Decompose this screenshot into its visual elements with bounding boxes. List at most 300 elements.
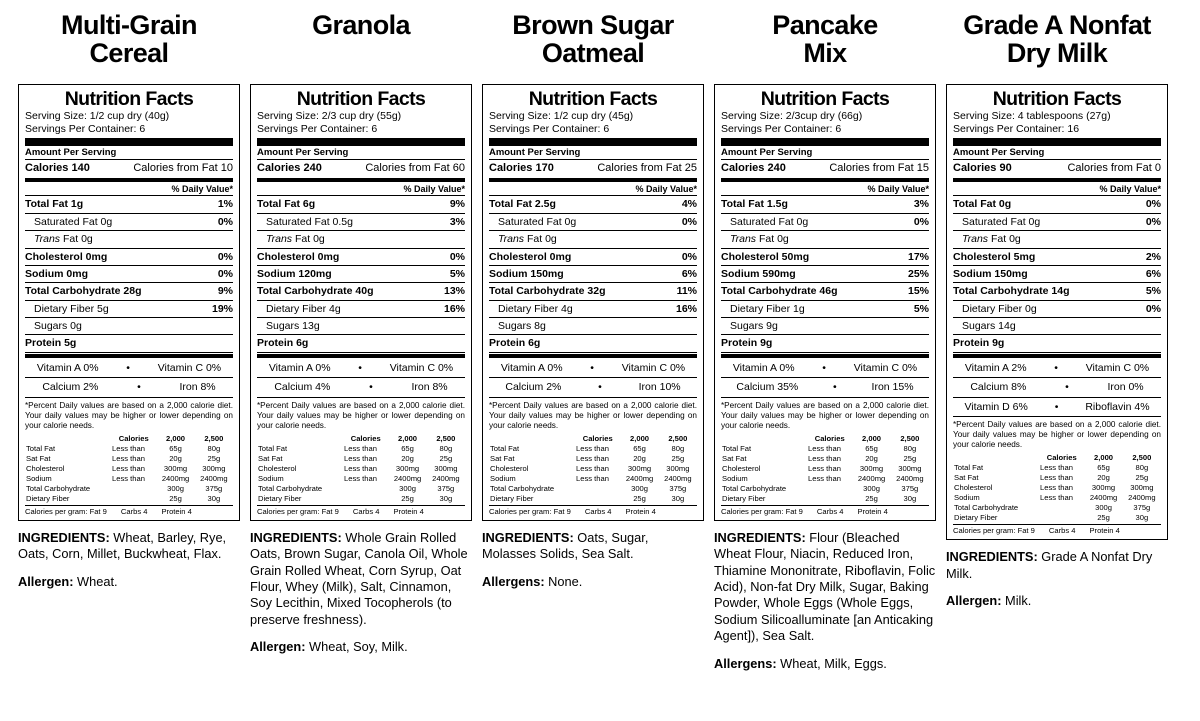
dv-table-cell: 25g — [401, 493, 414, 503]
dv-table-cell: Sat Fat — [258, 453, 283, 463]
daily-values-table — [953, 454, 1161, 524]
vitamin-entry: Iron 10% — [638, 381, 681, 394]
dv-table-row — [721, 484, 929, 494]
dv-table-header: Calories — [118, 433, 149, 443]
dv-table-cell: Cholesterol — [490, 463, 529, 473]
nutrient-name: Trans Fat 0g — [266, 233, 325, 246]
dv-table-cell: Dietary Fiber — [490, 493, 534, 503]
dv-table-cell: Total Fat — [26, 443, 56, 453]
vitamin-entry: Calcium 2% — [42, 381, 99, 394]
product-panel — [250, 8, 472, 656]
dv-table-header: Calories — [814, 433, 845, 443]
allergen-value: None. — [548, 573, 583, 589]
nutrient-name: Total Carbohydrate 46g — [721, 285, 838, 298]
dv-table-cell: 2400mg — [664, 473, 692, 483]
product-title — [714, 12, 936, 74]
vitamin-entry: Vitamin A 0% — [36, 361, 99, 374]
medium-divider — [25, 354, 233, 358]
vitamin-entry: Iron 8% — [179, 381, 216, 394]
dv-table-cell: 2400mg — [896, 473, 924, 483]
dv-table-row — [25, 444, 233, 454]
dv-table-cell: 300mg — [898, 463, 922, 473]
dv-table-cell: 65g — [169, 443, 182, 453]
nutrient-row — [489, 335, 697, 351]
calories-value: Calories 90 — [953, 161, 1012, 174]
bullet-separator: • — [598, 381, 602, 394]
nutrient-percent: 16% — [675, 302, 697, 315]
dv-table-cell: Less than — [808, 463, 841, 473]
dv-table-header: 2,000 — [398, 433, 418, 443]
bullet-separator: • — [358, 361, 362, 374]
nutrient-percent: 0% — [217, 250, 233, 263]
thick-divider — [25, 138, 233, 146]
dv-table-cell: 300mg — [1091, 483, 1116, 493]
allergen-label: Allergens: — [482, 573, 545, 589]
dv-table-cell: 20g — [633, 453, 646, 463]
daily-value-header: % Daily Value* — [867, 183, 929, 194]
daily-value-header: % Daily Value* — [635, 183, 697, 194]
dv-table-cell: 80g — [903, 443, 917, 453]
calories-row — [953, 160, 1161, 177]
nutrient-row — [25, 335, 233, 351]
allergen-value: Wheat, Soy, Milk. — [309, 639, 408, 655]
dv-table-cell: 30g — [207, 493, 221, 503]
nutrient-name: Sugars 13g — [266, 320, 320, 333]
dv-table-cell — [575, 494, 620, 504]
medium-divider — [953, 178, 1161, 182]
nutrient-row — [489, 301, 697, 317]
amount-per-serving-label: Amount Per Serving — [953, 146, 1045, 158]
dv-table-cell: 25g — [671, 453, 685, 463]
nutrient-percent: 0% — [681, 215, 697, 228]
nutrient-name: Sodium 120mg — [257, 267, 332, 280]
nutrient-row — [721, 214, 929, 230]
dv-table-cell: 65g — [865, 443, 878, 453]
dv-table-cell: 25g — [169, 493, 182, 503]
dv-table-cell: 300mg — [1130, 483, 1154, 493]
calories-from-fat-value: Calories from Fat 0 — [1067, 161, 1161, 174]
nutrient-italic: Trans — [730, 233, 757, 246]
dv-table-cell: Total Fat — [722, 443, 752, 453]
dv-table-header — [489, 434, 575, 444]
dv-table-row — [953, 484, 1161, 494]
calories-per-gram-item: Protein 4 — [625, 506, 656, 516]
dv-table-cell: Total Carbohydrate — [490, 483, 555, 493]
nutrient-percent: 2% — [1145, 250, 1161, 263]
dv-table-cell — [807, 494, 852, 504]
product-title — [250, 12, 472, 74]
medium-divider — [721, 178, 929, 182]
nutrient-row — [721, 283, 929, 299]
nutrient-row — [257, 335, 465, 351]
vitamin-row — [489, 359, 697, 377]
vitamin-entry: Vitamin D 6% — [964, 400, 1028, 413]
vitamin-entry: Vitamin C 0% — [157, 361, 222, 374]
nutrient-row — [25, 214, 233, 230]
dv-table-cell: 25g — [207, 453, 221, 463]
dv-table-cell — [111, 484, 156, 494]
dv-table-cell: Sodium — [26, 473, 52, 483]
dv-table-cell: 300g — [399, 483, 416, 493]
ingredients-value: Flour (Bleached Wheat Flour, Niacin, Reduced Iron, Thiamine Mononitrate, Riboflavin, Folic Acid), Non-fat Dry Milk, Sugar, Baking Powder, Whole Eggs (Whole Eggs, Sodium Silicoalluminate [an Anticaking Agent]), Sea Salt. — [714, 529, 936, 644]
nutrient-row — [25, 301, 233, 317]
product-title — [18, 12, 240, 74]
nutrient-name: Cholesterol 5mg — [953, 250, 1036, 263]
nutrient-percent: 9% — [449, 198, 465, 211]
nutrient-percent: 3% — [913, 198, 929, 211]
nutrient-name: Protein 9g — [721, 337, 773, 350]
calories-per-gram-item: Protein 4 — [857, 506, 888, 516]
hair-divider — [257, 352, 465, 353]
medium-divider — [489, 354, 697, 358]
nutrient-name: Protein 6g — [489, 337, 541, 350]
dv-table-cell: Total Carbohydrate — [954, 502, 1019, 512]
nutrient-name: Sodium 150mg — [489, 267, 564, 280]
dv-table-header: 2,500 — [668, 433, 688, 443]
nutrient-percent: 17% — [907, 250, 929, 263]
dv-table-cell: 65g — [633, 443, 646, 453]
medium-divider — [721, 354, 929, 358]
hair-divider — [953, 352, 1161, 353]
dv-table-row — [489, 484, 697, 494]
dv-table-row — [953, 464, 1161, 474]
nutrition-facts-heading: Nutrition Facts — [760, 88, 890, 110]
dv-table-cell: Dietary Fiber — [722, 493, 766, 503]
dv-table-cell — [807, 484, 852, 494]
nutrient-name: Dietary Fiber 1g — [730, 302, 805, 315]
product-title-line: Granola — [312, 10, 410, 40]
nutrient-name: Trans Fat 0g — [498, 233, 557, 246]
nutrient-name: Cholesterol 0mg — [489, 250, 572, 263]
dv-table-cell: 2400mg — [857, 473, 886, 483]
nutrient-row — [257, 283, 465, 299]
dv-table-cell: Less than — [112, 453, 145, 463]
vitamin-row — [721, 359, 929, 377]
nutrition-facts-panel — [946, 84, 1168, 540]
nutrient-percent: 4% — [681, 198, 697, 211]
nutrient-name: Sugars 0g — [34, 320, 82, 333]
servings-per-container: Servings Per Container: 6 — [257, 123, 378, 136]
dv-table-row — [953, 494, 1161, 504]
dv-table-cell: Total Fat — [490, 443, 520, 453]
dv-table-row — [721, 474, 929, 484]
dv-table-cell: Less than — [576, 473, 609, 483]
allergen-label: Allergen: — [250, 639, 306, 655]
dv-table-header: 2,000 — [166, 433, 186, 443]
nutrient-row — [489, 266, 697, 282]
dv-table-cell: 2400mg — [1128, 493, 1156, 502]
dv-table-cell: Sodium — [722, 473, 748, 483]
nutrient-percent: 0% — [1145, 198, 1161, 211]
nutrient-name: Total Carbohydrate 14g — [953, 285, 1070, 298]
dv-table-cell: 80g — [671, 443, 685, 453]
dv-table-cell: Sat Fat — [490, 453, 515, 463]
dv-table-cell: Cholesterol — [26, 463, 65, 473]
nutrient-row — [25, 318, 233, 334]
nutrient-row — [953, 214, 1161, 230]
calories-row — [25, 160, 233, 177]
dv-table-cell: Less than — [1040, 473, 1073, 483]
nutrient-row — [953, 266, 1161, 282]
daily-value-footnote: *Percent Daily values are based on a 2,000 calorie diet. Your daily values may be higher or lower depending on your calorie needs. — [489, 400, 697, 431]
dv-table-row — [953, 513, 1161, 523]
nutrient-name: Saturated Fat 0.5g — [266, 215, 353, 228]
dv-table-cell: 30g — [439, 493, 453, 503]
vitamin-entry: Vitamin A 0% — [500, 361, 563, 374]
bullet-separator: • — [590, 361, 594, 374]
daily-value-footnote: *Percent Daily values are based on a 2,000 calorie diet. Your daily values may be higher or lower depending on your calorie needs. — [953, 419, 1161, 450]
nutrient-row — [489, 249, 697, 265]
dv-table-cell — [1039, 513, 1084, 523]
nutrient-percent: 0% — [449, 250, 465, 263]
thick-divider — [721, 138, 929, 146]
dv-table-header: 2,500 — [900, 433, 920, 443]
dv-table-cell: Total Carbohydrate — [26, 483, 91, 493]
medium-divider — [953, 354, 1161, 358]
dv-table-cell: 20g — [401, 453, 414, 463]
dv-table-cell: 300mg — [434, 463, 458, 473]
dv-table-cell: 300g — [863, 483, 880, 493]
nutrient-name: Dietary Fiber 4g — [266, 302, 341, 315]
ingredients-label: INGREDIENTS: — [250, 529, 342, 545]
dv-table-cell: 30g — [903, 493, 917, 503]
nutrient-name: Dietary Fiber 0g — [962, 302, 1037, 315]
nutrient-row — [721, 301, 929, 317]
nutrient-row — [721, 196, 929, 212]
dv-table-row — [257, 484, 465, 494]
nutrient-row — [953, 249, 1161, 265]
daily-value-footnote: *Percent Daily values are based on a 2,000 calorie diet. Your daily values may be higher or lower depending on your calorie needs. — [721, 400, 929, 431]
nutrient-percent: 25% — [907, 267, 929, 280]
bullet-separator: • — [369, 381, 373, 394]
dv-table-cell: 80g — [439, 443, 453, 453]
calories-from-fat-value: Calories from Fat 60 — [365, 161, 465, 174]
nutrient-percent: 5% — [1145, 285, 1161, 298]
calories-per-gram — [257, 505, 465, 517]
nutrient-percent: 0% — [217, 215, 233, 228]
amount-per-serving-label: Amount Per Serving — [25, 146, 117, 158]
calories-value: Calories 140 — [25, 161, 90, 174]
dv-table-cell: Total Carbohydrate — [722, 483, 787, 493]
calories-per-gram-item: Calories per gram: Fat 9 — [489, 506, 571, 516]
dv-table-row — [721, 494, 929, 504]
dv-table-cell: Cholesterol — [954, 483, 993, 493]
product-title-line: Brown Sugar — [512, 10, 674, 40]
dv-table-cell: 2400mg — [393, 473, 422, 483]
dv-table-header: 2,500 — [1132, 453, 1152, 463]
nutrient-name: Total Fat 2.5g — [489, 198, 556, 211]
dv-table-cell: 80g — [207, 443, 221, 453]
allergen-value: Wheat. — [77, 573, 118, 589]
nutrient-percent: 15% — [907, 285, 929, 298]
vitamin-row — [257, 359, 465, 377]
dv-table-cell: 375g — [205, 483, 223, 493]
dv-table-cell: Sat Fat — [722, 453, 747, 463]
calories-per-gram — [721, 505, 929, 517]
calories-per-gram-item: Calories per gram: Fat 9 — [257, 506, 339, 516]
nutrient-name: Protein 5g — [25, 337, 77, 350]
product-title — [482, 12, 704, 74]
nutrient-italic: Trans — [34, 233, 61, 246]
dv-table-row — [257, 494, 465, 504]
dv-table-cell: Sodium — [954, 493, 980, 502]
servings-per-container: Servings Per Container: 16 — [953, 123, 1080, 136]
product-title-line: Cereal — [89, 37, 169, 68]
nutrient-percent: 13% — [443, 285, 465, 298]
nutrient-name: Total Fat 6g — [257, 198, 316, 211]
bullet-separator: • — [1054, 361, 1058, 374]
ingredients-label: INGREDIENTS: — [482, 529, 574, 545]
dv-table-row — [489, 494, 697, 504]
calories-row — [721, 160, 929, 177]
bullet-separator: • — [126, 361, 130, 374]
ingredients-label: INGREDIENTS: — [946, 549, 1038, 565]
nutrient-name: Dietary Fiber 4g — [498, 302, 573, 315]
calories-per-gram — [25, 505, 233, 517]
dv-table-cell: Less than — [344, 473, 377, 483]
nutrient-percent: 0% — [217, 267, 233, 280]
calories-value: Calories 170 — [489, 161, 554, 174]
dv-table-row — [953, 503, 1161, 513]
nutrient-row — [25, 196, 233, 212]
nutrient-name: Cholesterol 50mg — [721, 250, 810, 263]
dv-table-row — [25, 474, 233, 484]
nutrient-name: Trans Fat 0g — [730, 233, 789, 246]
daily-values-table — [257, 434, 465, 504]
dv-table-cell: Less than — [112, 443, 145, 453]
bullet-separator: • — [137, 381, 141, 394]
hair-divider — [489, 352, 697, 353]
calories-from-fat-value: Calories from Fat 25 — [597, 161, 697, 174]
product-title-line: Mix — [803, 37, 847, 68]
nutrient-percent: 19% — [211, 302, 233, 315]
calories-per-gram-item: Carbs 4 — [816, 506, 844, 516]
nutrient-percent: 0% — [1145, 302, 1161, 315]
vitamin-row — [953, 378, 1161, 396]
dv-table-cell: 300mg — [859, 463, 884, 473]
calories-per-gram-item: Protein 4 — [161, 506, 192, 516]
allergen-text — [250, 639, 472, 655]
dv-table-cell: Dietary Fiber — [954, 512, 998, 522]
nutrient-row — [25, 249, 233, 265]
nutrient-name: Dietary Fiber 5g — [34, 302, 109, 315]
dv-table-header: 2,000 — [1094, 453, 1114, 463]
dv-table-header: Calories — [582, 433, 613, 443]
ingredients-value: Whole Grain Rolled Oats, Brown Sugar, Canola Oil, Whole Grain Rolled Wheat, Corn Syrup, Oat Flour, Whey (Milk), Salt, Cinnamon, Soy Lecithin, Mixed Tocopherols (to preserve freshness). — [250, 529, 468, 627]
dv-table-cell — [343, 484, 388, 494]
dv-table-header: 2,000 — [630, 433, 650, 443]
calories-per-gram-item: Protein 4 — [393, 506, 424, 516]
dv-table-cell: Less than — [1040, 483, 1073, 493]
dv-table-header: 2,500 — [436, 433, 456, 443]
nutrition-facts-panel — [250, 84, 472, 521]
dv-table-cell: 80g — [1135, 463, 1149, 473]
serving-size: Serving Size: 1/2 cup dry (45g) — [489, 110, 634, 123]
dv-table-header: 2,000 — [862, 433, 882, 443]
dv-table-cell — [1039, 503, 1084, 513]
nutrient-percent: 1% — [217, 198, 233, 211]
product-title-line: Pancake — [772, 10, 878, 40]
dv-table-cell: Total Fat — [954, 463, 984, 473]
dv-table-cell: 25g — [439, 453, 453, 463]
nutrient-name: Sugars 9g — [730, 320, 778, 333]
nutrient-row — [25, 231, 233, 247]
nutrient-name: Trans Fat 0g — [962, 233, 1021, 246]
nutrient-row — [721, 266, 929, 282]
dv-table-cell — [343, 494, 388, 504]
dv-table-cell: Total Carbohydrate — [258, 483, 323, 493]
nutrient-name: Cholesterol 0mg — [257, 250, 340, 263]
nutrient-row — [257, 266, 465, 282]
dv-table-row — [489, 454, 697, 464]
nutrient-name: Saturated Fat 0g — [730, 215, 809, 228]
nutrient-row — [953, 318, 1161, 334]
nutrient-row — [721, 249, 929, 265]
vitamin-entry: Vitamin A 2% — [964, 361, 1027, 374]
dv-table-row — [489, 474, 697, 484]
nutrient-row — [953, 196, 1161, 212]
dv-table-row — [257, 474, 465, 484]
dv-table-cell: 375g — [437, 483, 455, 493]
nutrient-italic: Trans — [266, 233, 293, 246]
nutrient-name: Total Carbohydrate 28g — [25, 285, 142, 298]
dv-table-cell: 2400mg — [432, 473, 460, 483]
nutrient-row — [721, 231, 929, 247]
product-title — [946, 12, 1168, 74]
dv-table-cell: Sat Fat — [26, 453, 51, 463]
nutrient-row — [489, 231, 697, 247]
daily-value-footnote: *Percent Daily values are based on a 2,000 calorie diet. Your daily values may be higher or lower depending on your calorie needs. — [257, 400, 465, 431]
dv-table-cell: Less than — [344, 443, 377, 453]
dv-table-cell: 25g — [1135, 473, 1149, 483]
nutrient-percent: 9% — [217, 285, 233, 298]
dv-table-cell: Less than — [112, 473, 145, 483]
calories-per-gram — [953, 524, 1161, 536]
vitamin-row — [25, 378, 233, 396]
dv-table-header: 2,500 — [204, 433, 224, 443]
dv-table-cell: 300mg — [202, 463, 226, 473]
nutrient-name: Total Carbohydrate 40g — [257, 285, 374, 298]
allergen-text — [714, 656, 936, 672]
amount-per-serving-label: Amount Per Serving — [489, 146, 581, 158]
calories-from-fat-value: Calories from Fat 15 — [829, 161, 929, 174]
dv-table-row — [257, 444, 465, 454]
dv-table-cell: 2400mg — [1089, 493, 1118, 502]
ingredients-value: Oats, Sugar, Molasses Solids, Sea Salt. — [482, 529, 649, 562]
daily-values-table — [721, 434, 929, 504]
dv-table-cell: Less than — [576, 443, 609, 453]
nutrient-row — [953, 335, 1161, 351]
thick-divider — [257, 138, 465, 146]
nutrient-name: Protein 9g — [953, 337, 1005, 350]
dv-table-cell: Less than — [808, 443, 841, 453]
dv-table-cell: Dietary Fiber — [26, 493, 70, 503]
dv-table-header — [25, 434, 111, 444]
dv-table-row — [25, 494, 233, 504]
daily-values-table — [25, 434, 233, 504]
calories-row — [257, 160, 465, 177]
allergen-label: Allergens: — [714, 655, 777, 671]
nutrient-row — [489, 214, 697, 230]
dv-table-header — [953, 454, 1039, 464]
nutrient-row — [489, 196, 697, 212]
dv-table-cell — [111, 494, 156, 504]
nutrient-row — [953, 301, 1161, 317]
dv-table-cell: 300g — [167, 483, 184, 493]
product-panel — [482, 8, 704, 590]
dv-table-row — [489, 464, 697, 474]
vitamin-entry: Iron 0% — [1107, 381, 1144, 394]
